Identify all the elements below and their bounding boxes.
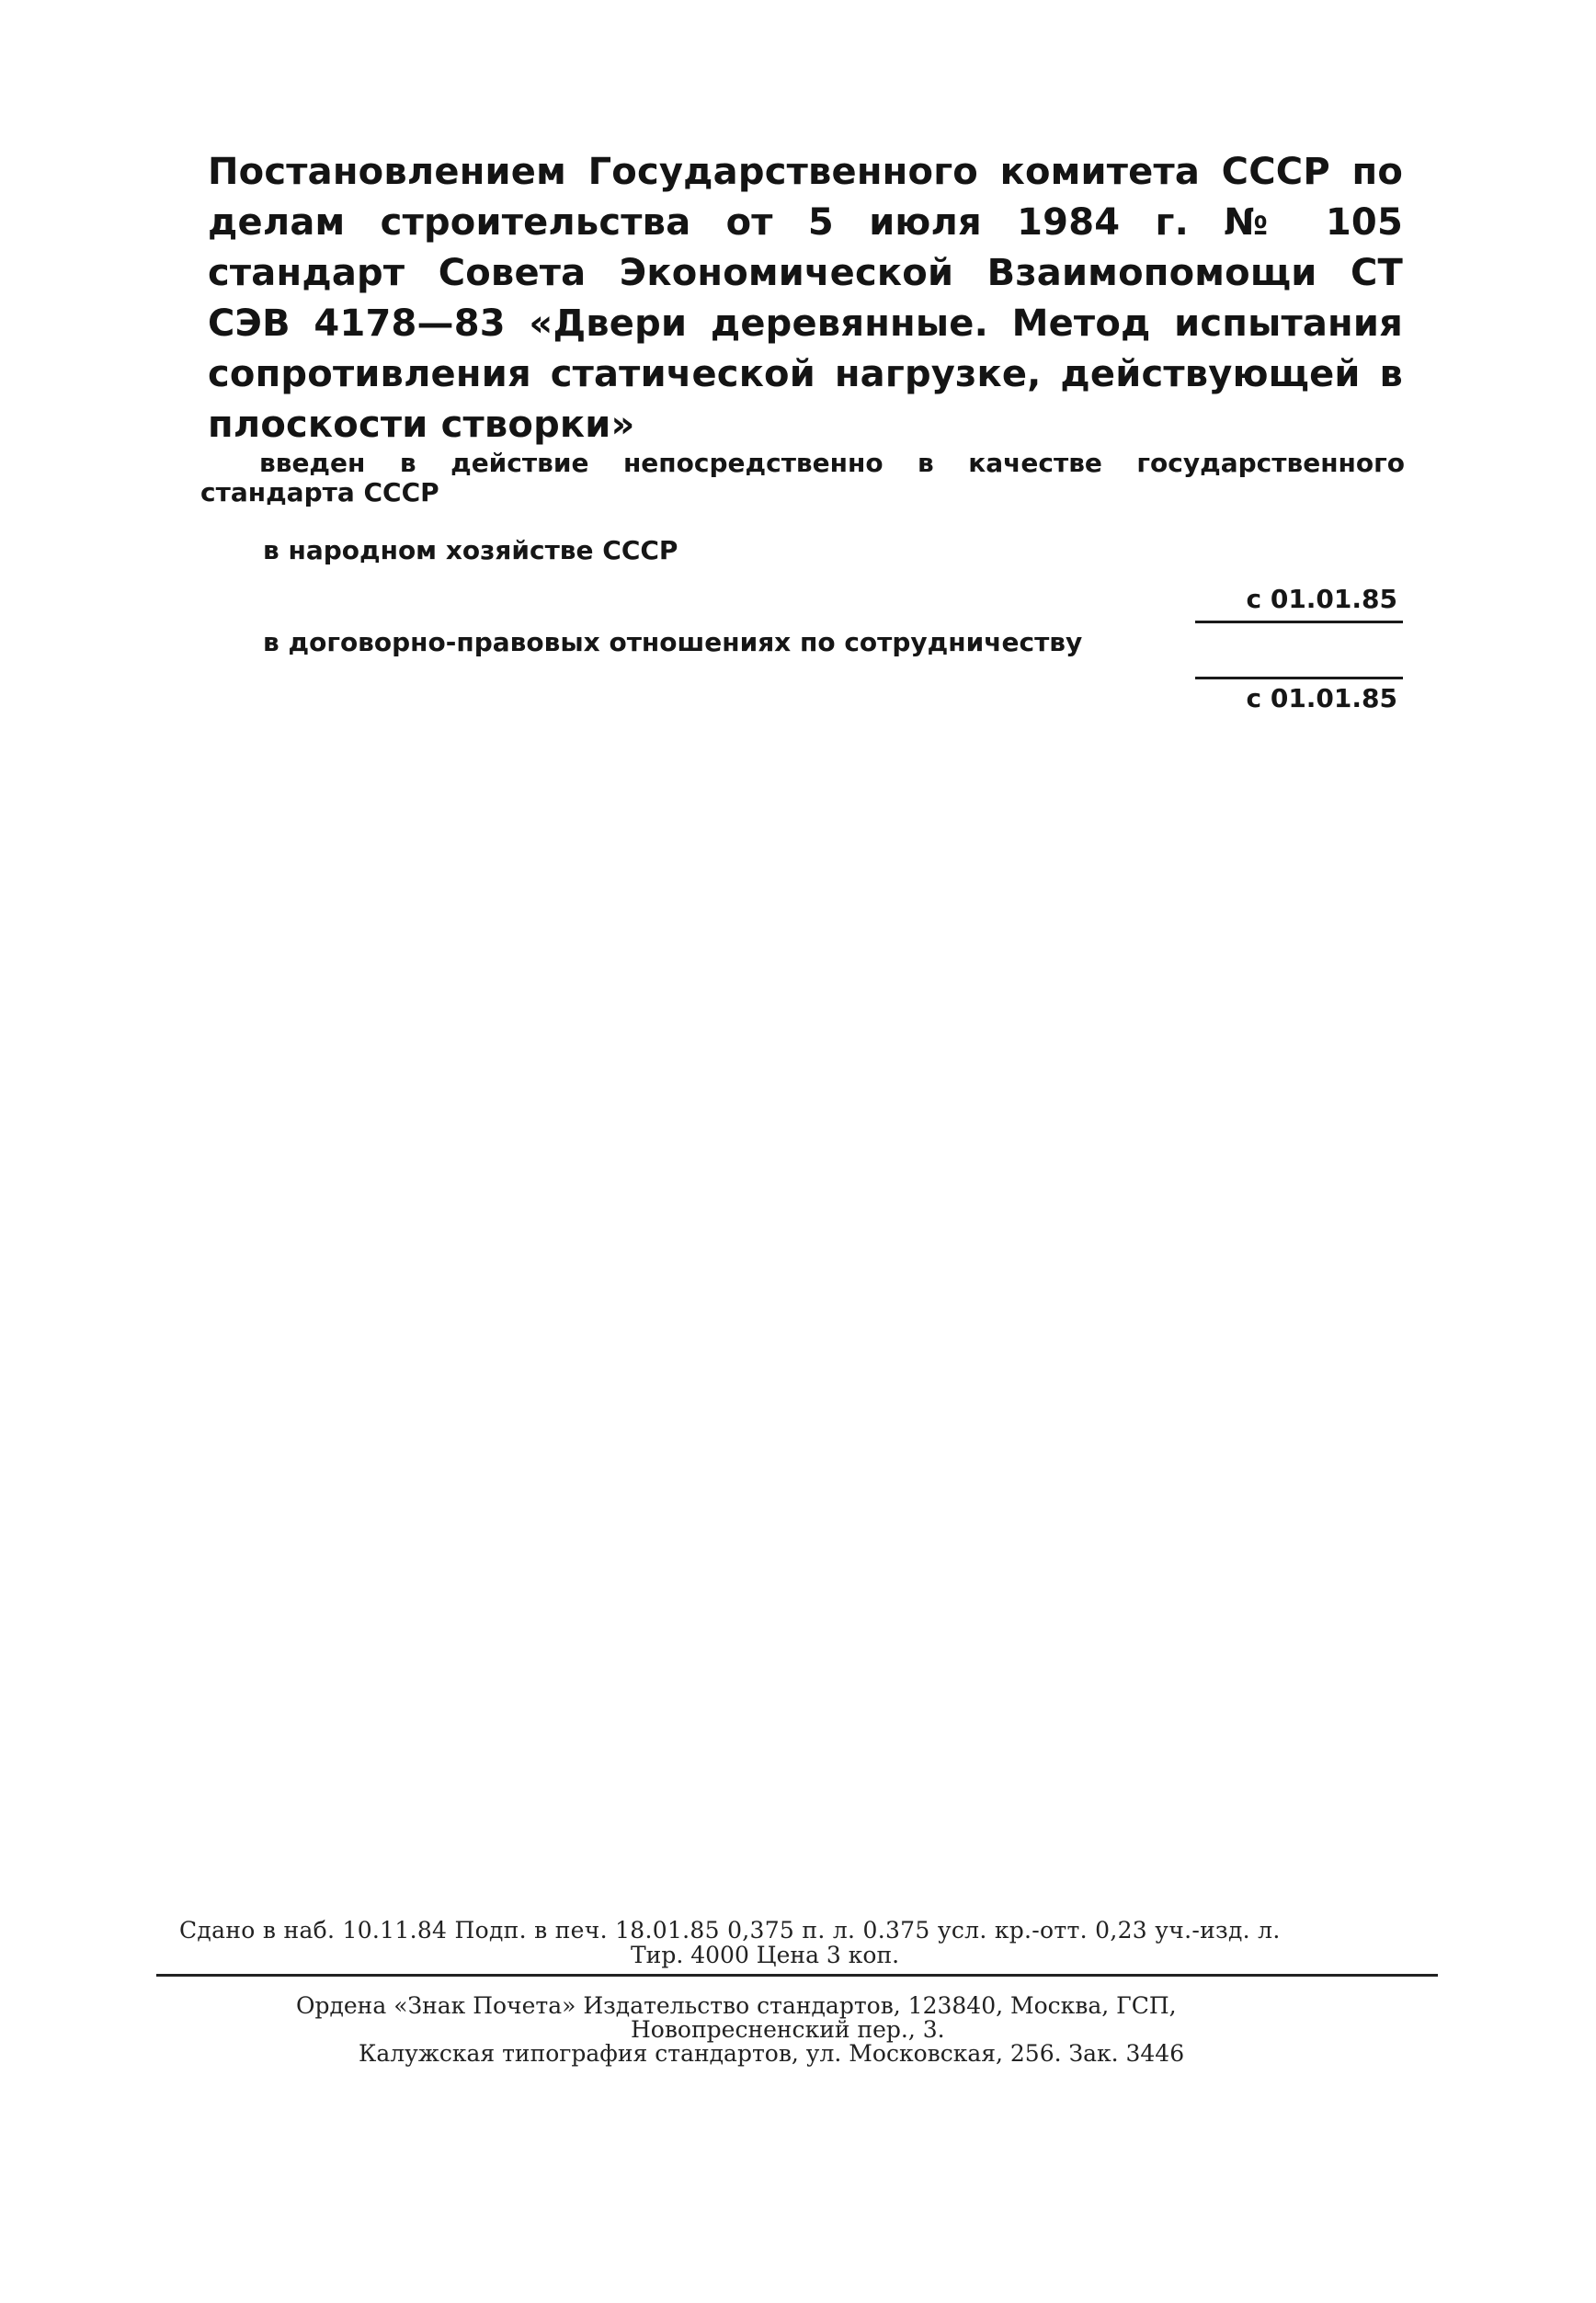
introduction-statement bbox=[200, 449, 1405, 507]
effective-national-economy-label: в народном хозяйстве СССР bbox=[263, 535, 678, 565]
colophon-circulation-price: Тир. 4000 Цена 3 коп. bbox=[631, 1942, 900, 1968]
colophon-printing-house: Калужская типография стандартов, ул. Московская, 256. Зак. 3446 bbox=[359, 2040, 1185, 2067]
intro-line-1: введен в действие непосредственно в качестве государственного bbox=[259, 448, 1405, 478]
colophon-publisher-address: Новопресненский пер., 3. bbox=[631, 2016, 945, 2043]
effective-contract-relations-date: с 01.01.85 bbox=[1246, 683, 1397, 713]
date-underline bbox=[1195, 621, 1403, 623]
colophon-publisher: Ордена «Знак Почета» Издательство стандартов, 123840, Москва, ГСП, bbox=[296, 1992, 1177, 2019]
colophon-divider bbox=[156, 1974, 1438, 1977]
effective-national-economy-date: с 01.01.85 bbox=[1246, 584, 1397, 614]
effective-contract-relations-label: в договорно-правовых отношениях по сотрудничеству bbox=[263, 627, 1083, 657]
date-overline bbox=[1195, 677, 1403, 679]
intro-line-2: стандарта СССР bbox=[200, 477, 439, 507]
colophon-print-details: Сдано в наб. 10.11.84 Подп. в печ. 18.01.85 0,375 п. л. 0.375 усл. кр.-отт. 0,23 уч.-изд. л. bbox=[179, 1917, 1281, 1944]
decree-heading: Постановлением Государственного комитета СССР по делам строительства от 5 июля 1984 г. № 105 стандарт Совета Экономической Взаимопомощи СТ СЭВ 4178—83 «Двери деревянные. Метод испытания сопротивления статической нагрузке, действующей в плоскости створки» bbox=[208, 151, 1403, 446]
